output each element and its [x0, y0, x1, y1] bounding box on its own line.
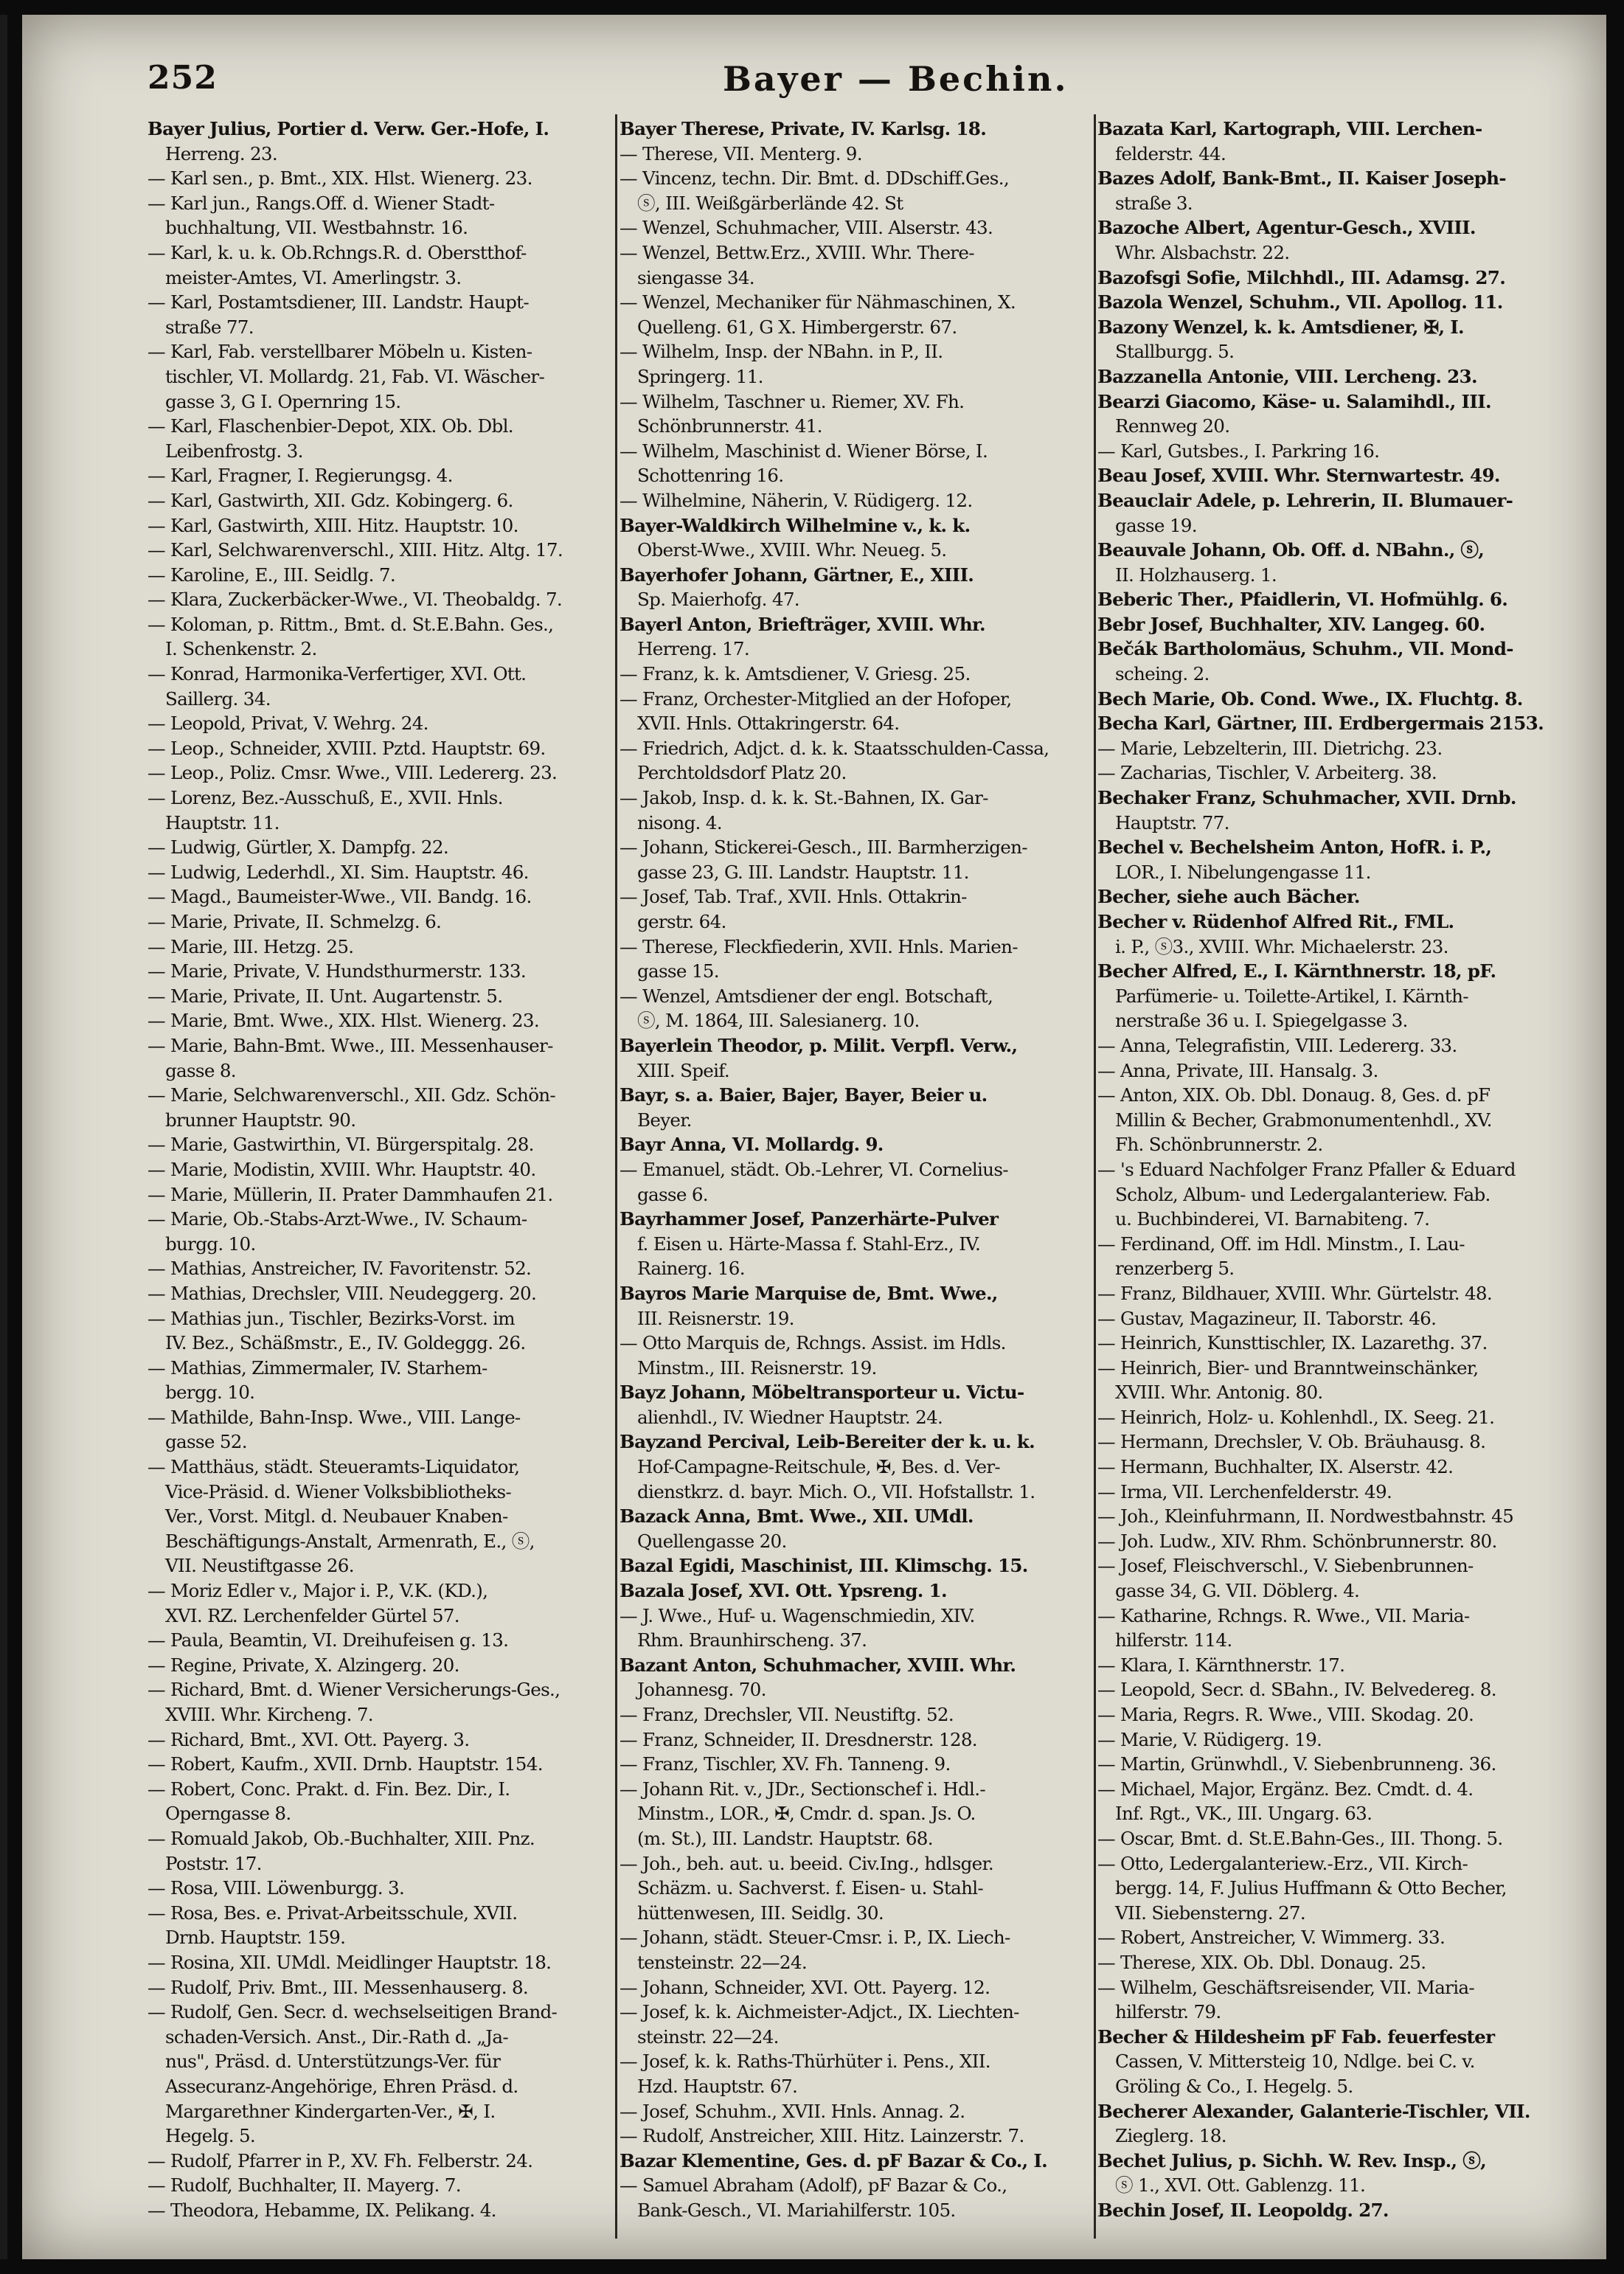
directory-entry-line: — Robert, Kaufm., XVII. Drnb. Hauptstr. 154. [148, 1753, 543, 1775]
directory-entry-line: — Rudolf, Anstreicher, XIII. Hitz. Lainzerstr. 7. [620, 2125, 1024, 2147]
directory-entry-line: bergg. 14, F. Julius Huffmann & Otto Becher, [1115, 1877, 1507, 1899]
directory-entry-line: Beyer. [637, 1109, 692, 1131]
directory-entry-line: Bechet Julius, p. Sichh. W. Rev. Insp., ⓢ, [1097, 2149, 1487, 2171]
directory-entry-line: renzerberg 5. [1115, 1258, 1235, 1280]
directory-entry-line: Bazala Josef, XVI. Ott. Ypsreng. 1. [620, 1580, 947, 1602]
directory-entry-line: — Joh., beh. aut. u. beeid. Civ.Ing., hdlsger. [620, 1852, 993, 1874]
directory-entry-line: hilferstr. 114. [1115, 1629, 1232, 1651]
directory-entry-line: Perchtoldsdorf Platz 20. [637, 762, 847, 784]
directory-entry-line: Vice-Präsid. d. Wiener Volksbibliotheks- [165, 1480, 511, 1502]
directory-entry-line: Bazant Anton, Schuhmacher, XVIII. Whr. [620, 1654, 1016, 1676]
directory-entry-line: XVI. RZ. Lerchenfelder Gürtel 57. [165, 1604, 459, 1626]
directory-entry-line: hilferstr. 79. [1115, 2001, 1221, 2023]
directory-entry-line: Hauptstr. 11. [165, 811, 280, 833]
directory-entry-line: — 's Eduard Nachfolger Franz Pfaller & Eduard [1097, 1158, 1516, 1180]
directory-entry-line: — Karl, Fab. verstellbarer Möbeln u. Kisten- [148, 341, 532, 363]
directory-entry-line: Quelleng. 61, G X. Himbergerstr. 67. [637, 316, 957, 338]
directory-entry-line: schaden-Versich. Anst., Dir.-Rath d. „Ja- [165, 2025, 508, 2048]
directory-entry-line: Bazes Adolf, Bank-Bmt., II. Kaiser Joseph- [1097, 167, 1506, 190]
directory-entry-line: Poststr. 17. [165, 1852, 262, 1874]
directory-entry-line: — Moriz Edler v., Major i. P., V.K. (KD.), [148, 1580, 488, 1602]
directory-entry-line: Bayr Anna, VI. Mollardg. 9. [620, 1134, 884, 1156]
directory-entry-line: — Josef, Tab. Traf., XVII. Hnls. Ottakrin- [620, 886, 967, 908]
directory-entry-line: — Samuel Abraham (Adolf), pF Bazar & Co., [620, 2174, 1007, 2197]
directory-entry-line: — Rudolf, Pfarrer in P., XV. Fh. Felberstr. 24. [148, 2149, 533, 2171]
directory-entry-line: Bazofsgi Sofie, Milchhdl., III. Adamsg. 27. [1097, 266, 1506, 288]
directory-entry-line: — Anna, Telegrafistin, VIII. Ledererg. 33. [1097, 1034, 1457, 1056]
directory-entry-line: — Rosa, Bes. e. Privat-Arbeitsschule, XVII. [148, 1902, 518, 1924]
directory-entry-line: — Marie, Private, V. Hundsthurmerstr. 133. [148, 960, 526, 982]
directory-entry-line: straße 3. [1115, 192, 1193, 214]
directory-entry-line: siengasse 34. [637, 266, 754, 288]
directory-entry-line: — Marie, Ob.-Stabs-Arzt-Wwe., IV. Schaum- [148, 1208, 527, 1230]
directory-entry-line: — Franz, Tischler, XV. Fh. Tanneng. 9. [620, 1753, 951, 1775]
directory-entry-line: — Franz, Drechsler, VII. Neustiftg. 52. [620, 1704, 954, 1725]
directory-column-2 [620, 117, 1092, 2233]
directory-entry-line: Beauvale Johann, Ob. Off. d. NBahn., ⓢ, [1097, 539, 1485, 561]
directory-entry-line: — Romuald Jakob, Ob.-Buchhalter, XIII. Pnz. [148, 1827, 535, 1849]
directory-entry-line: — Richard, Bmt. d. Wiener Versicherungs-Ges., [148, 1679, 561, 1701]
directory-entry-line: — Rudolf, Buchhalter, II. Mayerg. 7. [148, 2174, 461, 2197]
directory-entry-line: VII. Siebensterng. 27. [1115, 1902, 1305, 1924]
directory-entry-line: — Regine, Private, X. Alzingerg. 20. [148, 1654, 459, 1676]
directory-entry-line: Minstm., LOR., ✠, Cmdr. d. span. Js. O. [637, 1803, 976, 1825]
directory-entry-line: — Magd., Baumeister-Wwe., VII. Bandg. 16. [148, 886, 532, 908]
directory-entry-line: Fh. Schönbrunnerstr. 2. [1115, 1134, 1323, 1156]
directory-entry-line: — Karl, Postamtsdiener, III. Landstr. Haupt- [148, 291, 529, 313]
directory-entry-line: — Klara, Zuckerbäcker-Wwe., VI. Theobaldg. 7. [148, 589, 563, 611]
directory-entry-line: Becher v. Rüdenhof Alfred Rit., FML. [1097, 911, 1454, 932]
directory-entry-line: — Marie, Gastwirthin, VI. Bürgerspitalg. 28. [148, 1134, 534, 1156]
directory-entry-line: XVIII. Whr. Kircheng. 7. [165, 1704, 373, 1725]
directory-entry-line: Scholz, Album- und Ledergalanteriew. Fab. [1115, 1183, 1491, 1205]
directory-entry-line: — Anton, XIX. Ob. Dbl. Donaug. 8, Ges. d. pF [1097, 1084, 1491, 1106]
directory-entry-line: — Josef, k. k. Raths-Thürhüter i. Pens., XII. [620, 2051, 990, 2073]
directory-entry-line: — Therese, VII. Menterg. 9. [620, 142, 862, 164]
directory-entry-line: Bazzanella Antonie, VIII. Lercheng. 23. [1097, 365, 1477, 387]
directory-entry-line: tischler, VI. Mollardg. 21, Fab. VI. Wäscher- [165, 365, 545, 387]
directory-entry-line: — Karl, k. u. k. Ob.Rchngs.R. d. Oberstthof- [148, 241, 527, 263]
directory-entry-line: — Matthäus, städt. Steueramts-Liquidator, [148, 1456, 520, 1478]
directory-entry-line: — Vincenz, techn. Dir. Bmt. d. DDschiff.Ges., [620, 167, 1009, 190]
directory-entry-line: gasse 8. [165, 1059, 236, 1081]
directory-entry-line: nus", Präsd. d. Unterstützungs-Ver. für [165, 2051, 501, 2073]
directory-entry-line: — Martin, Grünwhdl., V. Siebenbrunneng. 36. [1097, 1753, 1496, 1775]
directory-entry-line: dienstkrz. d. bayr. Mich. O., VII. Hofstallstr. 1. [637, 1480, 1035, 1502]
directory-entry-line: Becha Karl, Gärtner, III. Erdbergermais 2153. [1097, 713, 1544, 735]
directory-entry-line: — Karl sen., p. Bmt., XIX. Hlst. Wienerg. 23. [148, 167, 532, 190]
directory-entry-line: — Therese, XIX. Ob. Dbl. Donaug. 25. [1097, 1951, 1426, 1973]
directory-entry-line: Whr. Alsbachstr. 22. [1115, 241, 1290, 263]
directory-entry-line: — Theodora, Hebamme, IX. Pelikang. 4. [148, 2199, 496, 2221]
directory-entry-line: — Joh., Kleinfuhrmann, II. Nordwestbahnstr. 45 [1097, 1505, 1514, 1528]
directory-entry-line: Beau Josef, XVIII. Whr. Sternwartestr. 49. [1097, 465, 1500, 487]
directory-entry-line: — Wilhelmine, Näherin, V. Rüdigerg. 12. [620, 489, 973, 511]
directory-entry-line: — Heinrich, Bier- und Branntweinschänker, [1097, 1356, 1479, 1379]
directory-entry-line: Bazack Anna, Bmt. Wwe., XII. UMdl. [620, 1505, 974, 1528]
directory-entry-line: — Anna, Private, III. Hansalg. 3. [1097, 1059, 1378, 1081]
directory-entry-line: Ver., Vorst. Mitgl. d. Neubauer Knaben- [165, 1505, 508, 1528]
directory-entry-line: straße 77. [165, 316, 254, 338]
directory-entry-line: — Marie, Modistin, XVIII. Whr. Hauptstr. 40. [148, 1158, 536, 1180]
directory-entry-line: — Karl, Gastwirth, XII. Gdz. Kobingerg. 6. [148, 489, 513, 511]
directory-entry-line: XIII. Speif. [637, 1059, 729, 1081]
directory-entry-line: — Paula, Beamtin, VI. Dreihufeisen g. 13. [148, 1629, 509, 1651]
directory-entry-line: — Therese, Fleckfiederin, XVII. Hnls. Marien- [620, 935, 1018, 957]
directory-entry-line: hüttenwesen, III. Seidlg. 30. [637, 1902, 884, 1924]
directory-entry-line: Oberst-Wwe., XVIII. Whr. Neueg. 5. [637, 539, 947, 561]
directory-entry-line: burgg. 10. [165, 1233, 256, 1255]
directory-entry-line: nisong. 4. [637, 811, 722, 833]
directory-entry-line: Cassen, V. Mittersteig 10, Ndlge. bei C. v. [1115, 2051, 1475, 2073]
directory-entry-line: XVIII. Whr. Antonig. 80. [1115, 1382, 1323, 1404]
directory-entry-line: — Franz, Orchester-Mitglied an der Hofoper, [620, 687, 1012, 710]
directory-entry-line: gasse 34, G. VII. Döblerg. 4. [1115, 1580, 1360, 1602]
directory-entry-line: u. Buchbinderei, VI. Barnabiteng. 7. [1115, 1208, 1430, 1230]
directory-entry-line: — Josef, Fleischverschl., V. Siebenbrunnen- [1097, 1555, 1474, 1577]
directory-entry-line: — Jakob, Insp. d. k. k. St.-Bahnen, IX. Gar- [620, 787, 988, 809]
directory-entry-line: — Rosa, VIII. Löwenburgg. 3. [148, 1877, 405, 1899]
directory-entry-line: — Lorenz, Bez.-Ausschuß, E., XVII. Hnls. [148, 787, 503, 809]
directory-entry-line: — J. Wwe., Huf- u. Wagenschmiedin, XIV. [620, 1604, 975, 1626]
directory-entry-line: — Karl, Gutsbes., I. Parkring 16. [1097, 440, 1380, 462]
directory-entry-line: — Rosina, XII. UMdl. Meidlinger Hauptstr. 18. [148, 1951, 552, 1973]
directory-entry-line: — Klara, I. Kärnthnerstr. 17. [1097, 1654, 1345, 1676]
directory-entry-line: — Ludwig, Gürtler, X. Dampfg. 22. [148, 836, 448, 859]
directory-entry-line: Herreng. 17. [637, 638, 749, 660]
directory-entry-line: — Josef, k. k. Aichmeister-Adjct., IX. Liechten- [620, 2001, 1019, 2023]
directory-entry-line: Becher Alfred, E., I. Kärnthnerstr. 18, pF. [1097, 960, 1496, 982]
directory-entry-line: brunner Hauptstr. 90. [165, 1109, 356, 1131]
directory-entry-line: Bazar Klementine, Ges. d. pF Bazar & Co., I. [620, 2149, 1047, 2171]
directory-entry-line: Assecuranz-Angehörige, Ehren Präsd. d. [165, 2075, 518, 2097]
directory-entry-line: ⓢ 1., XVI. Ott. Gablenzg. 11. [1115, 2174, 1366, 2197]
directory-entry-line: Parfümerie- u. Toilette-Artikel, I. Kärnth- [1115, 985, 1468, 1007]
directory-entry-line: Bečák Bartholomäus, Schuhm., VII. Mond- [1097, 638, 1513, 660]
directory-entry-line: Beberic Ther., Pfaidlerin, VI. Hofmühlg. 6. [1097, 589, 1508, 611]
directory-entry-line: Springerg. 11. [637, 365, 763, 387]
directory-entry-line: — Marie, Selchwarenverschl., XII. Gdz. Schön- [148, 1084, 556, 1106]
running-head: Bayer — Bechin. [723, 59, 1069, 99]
directory-entry-line: — Karl, Selchwarenverschl., XIII. Hitz. Altg. 17. [148, 539, 563, 561]
directory-entry-line: Beauclair Adele, p. Lehrerin, II. Blumauer- [1097, 489, 1513, 511]
directory-entry-line: Schottenring 16. [637, 465, 784, 487]
directory-entry-line: Becher & Hildesheim pF Fab. feuerfester [1097, 2025, 1495, 2048]
directory-entry-line: Bayr, s. a. Baier, Bajer, Bayer, Beier u. [620, 1084, 988, 1106]
directory-entry-line: buchhaltung, VII. Westbahnstr. 16. [165, 217, 468, 239]
directory-entry-line: — Robert, Conc. Prakt. d. Fin. Bez. Dir., I. [148, 1778, 510, 1800]
directory-entry-line: gasse 15. [637, 960, 719, 982]
directory-entry-line: — Katharine, Rchngs. R. Wwe., VII. Maria- [1097, 1604, 1470, 1626]
directory-entry-line: Bayerlein Theodor, p. Milit. Verpfl. Verw., [620, 1034, 1018, 1056]
directory-entry-line: Rhm. Braunhirscheng. 37. [637, 1629, 867, 1651]
directory-entry-line: VII. Neustiftgasse 26. [165, 1555, 354, 1577]
directory-entry-line: — Mathias jun., Tischler, Bezirks-Vorst. im [148, 1307, 515, 1329]
directory-entry-line: — Franz, k. k. Amtsdiener, V. Griesg. 25. [620, 663, 971, 685]
directory-entry-line: — Johann, Stickerei-Gesch., III. Barmherzigen- [620, 836, 1027, 859]
directory-entry-line: Becherer Alexander, Galanterie-Tischler, VII. [1097, 2100, 1530, 2122]
directory-entry-line: Bayer Therese, Private, IV. Karlsg. 18. [620, 118, 987, 139]
page-number: 252 [148, 59, 218, 97]
directory-entry-line: Bechin Josef, II. Leopoldg. 27. [1097, 2199, 1389, 2221]
directory-entry-line: Hzd. Hauptstr. 67. [637, 2075, 798, 2097]
directory-entry-line: — Michael, Major, Ergänz. Bez. Cmdt. d. 4. [1097, 1778, 1474, 1800]
directory-entry-line: Bank-Gesch., VI. Mariahilferstr. 105. [637, 2199, 956, 2221]
directory-entry-line: I. Schenkenstr. 2. [165, 638, 317, 660]
directory-entry-line: gasse 6. [637, 1183, 708, 1205]
directory-entry-line: Herreng. 23. [165, 142, 277, 164]
directory-entry-line: (m. St.), III. Landstr. Hauptstr. 68. [637, 1827, 933, 1849]
directory-entry-line: II. Holzhauserg. 1. [1115, 564, 1277, 586]
directory-entry-line: — Ludwig, Lederhdl., XI. Sim. Hauptstr. 46. [148, 861, 529, 883]
directory-entry-line: — Marie, Bmt. Wwe., XIX. Hlst. Wienerg. 23. [148, 1010, 539, 1032]
directory-entry-line: Schönbrunnerstr. 41. [637, 415, 822, 437]
directory-entry-line: alienhdl., IV. Wiedner Hauptstr. 24. [637, 1406, 943, 1428]
directory-entry-line: Quellengasse 20. [637, 1530, 787, 1552]
directory-entry-line: — Maria, Regrs. R. Wwe., VIII. Skodag. 20. [1097, 1704, 1474, 1725]
directory-entry-line: Bazoche Albert, Agentur-Gesch., XVIII. [1097, 217, 1476, 239]
directory-entry-line: Beschäftigungs-Anstalt, Armenrath, E., ⓢ, [165, 1530, 535, 1552]
page-left-edge [0, 15, 7, 2259]
directory-entry-line: Stallburgg. 5. [1115, 341, 1235, 363]
directory-entry-line: Millin & Becher, Grabmonumentenhdl., XV. [1115, 1109, 1492, 1131]
directory-entry-line: — Leop., Poliz. Cmsr. Wwe., VIII. Ledererg. 23. [148, 762, 558, 784]
directory-entry-line: Bayrhammer Josef, Panzerhärte-Pulver [620, 1208, 999, 1230]
directory-entry-line: Sp. Maierhofg. 47. [637, 589, 799, 611]
directory-entry-line: Operngasse 8. [165, 1803, 291, 1825]
directory-entry-line: — Leopold, Privat, V. Wehrg. 24. [148, 713, 428, 735]
directory-entry-line: — Mathias, Drechsler, VIII. Neudeggerg. 20. [148, 1282, 537, 1304]
directory-entry-line: Rennweg 20. [1115, 415, 1230, 437]
directory-entry-line: Zieglerg. 18. [1115, 2125, 1226, 2147]
directory-entry-line: gasse 23, G. III. Landstr. Hauptstr. 11. [637, 861, 969, 883]
directory-entry-line: — Rudolf, Priv. Bmt., III. Messenhauserg. 8. [148, 1976, 529, 1998]
directory-entry-line: — Mathias, Zimmermaler, IV. Starhem- [148, 1356, 487, 1379]
page-header [148, 59, 1623, 105]
directory-entry-line: Hof-Campagne-Reitschule, ✠, Bes. d. Ver- [637, 1456, 1001, 1478]
directory-entry-line: — Oscar, Bmt. d. St.E.Bahn-Ges., III. Thong. 5. [1097, 1827, 1503, 1849]
directory-entry-line: Bazony Wenzel, k. k. Amtsdiener, ✠, I. [1097, 316, 1464, 338]
directory-entry-line: — Leop., Schneider, XVIII. Pztd. Hauptstr. 69. [148, 737, 546, 759]
directory-entry-line: scheing. 2. [1115, 663, 1210, 685]
directory-entry-line: — Karl, Flaschenbier-Depot, XIX. Ob. Dbl. [148, 415, 513, 437]
directory-entry-line: Bayz Johann, Möbeltransporteur u. Victu- [620, 1382, 1024, 1404]
directory-entry-line: — Otto, Ledergalanteriew.-Erz., VII. Kirch- [1097, 1852, 1468, 1874]
directory-entry-line: — Wenzel, Bettw.Erz., XVIII. Whr. There- [620, 241, 974, 263]
directory-entry-line: Bayerl Anton, Briefträger, XVIII. Whr. [620, 613, 985, 635]
directory-entry-line: — Irma, VII. Lerchenfelderstr. 49. [1097, 1480, 1392, 1502]
directory-entry-line: steinstr. 22—24. [637, 2025, 779, 2048]
directory-entry-line: gerstr. 64. [637, 911, 726, 932]
directory-entry-line: Bayzand Percival, Leib-Bereiter der k. u. k. [620, 1431, 1035, 1453]
directory-entry-line: — Mathias, Anstreicher, IV. Favoritenstr. 52. [148, 1258, 532, 1280]
directory-entry-line: bergg. 10. [165, 1382, 255, 1404]
directory-entry-line: — Wenzel, Mechaniker für Nähmaschinen, X. [620, 291, 1016, 313]
directory-entry-line: — Leopold, Secr. d. SBahn., IV. Belvedereg. 8. [1097, 1679, 1496, 1701]
directory-entry-line: — Hermann, Drechsler, V. Ob. Bräuhausg. 8. [1097, 1431, 1486, 1453]
directory-entry-line: XVII. Hnls. Ottakringerstr. 64. [637, 713, 900, 735]
directory-entry-line: LOR., I. Nibelungengasse 11. [1115, 861, 1371, 883]
directory-entry-line: i. P., ⓢ3., XVIII. Whr. Michaelerstr. 23. [1115, 935, 1448, 957]
directory-entry-line: — Marie, Private, II. Schmelzg. 6. [148, 911, 442, 932]
directory-entry-line: meister-Amtes, VI. Amerlingstr. 3. [165, 266, 462, 288]
directory-entry-line: ⓢ, M. 1864, III. Salesianerg. 10. [637, 1010, 920, 1032]
directory-entry-line: — Marie, Bahn-Bmt. Wwe., III. Messenhauser- [148, 1034, 553, 1056]
directory-entry-line: nerstraße 36 u. I. Spiegelgasse 3. [1115, 1010, 1408, 1032]
directory-entry-line: — Wilhelm, Taschner u. Riemer, XV. Fh. [620, 390, 965, 412]
directory-entry-line: — Franz, Schneider, II. Dresdnerstr. 128. [620, 1728, 977, 1750]
directory-entry-line: — Wilhelm, Maschinist d. Wiener Börse, I. [620, 440, 988, 462]
directory-entry-line: Gröling & Co., I. Hegelg. 5. [1115, 2075, 1353, 2097]
directory-entry-line: — Karl, Gastwirth, XIII. Hitz. Hauptstr. 10. [148, 514, 518, 536]
directory-entry-line: — Emanuel, städt. Ob.-Lehrer, VI. Cornelius- [620, 1158, 1008, 1180]
directory-entry-line: Inf. Rgt., VK., III. Ungarg. 63. [1115, 1803, 1373, 1825]
directory-entry-line: Bebr Josef, Buchhalter, XIV. Langeg. 60. [1097, 613, 1485, 635]
directory-column-3 [1097, 117, 1599, 2233]
directory-entry-line: — Wenzel, Schuhmacher, VIII. Alserstr. 43. [620, 217, 993, 239]
directory-entry-line: Bechel v. Bechelsheim Anton, HofR. i. P., [1097, 836, 1492, 859]
directory-entry-line: Leibenfrostg. 3. [165, 440, 303, 462]
directory-entry-line: Hauptstr. 77. [1115, 811, 1229, 833]
directory-entry-line: — Konrad, Harmonika-Verfertiger, XVI. Ott. [148, 663, 527, 685]
directory-entry-line: — Wenzel, Amtsdiener der engl. Botschaft, [620, 985, 993, 1007]
directory-entry-line: — Rudolf, Gen. Secr. d. wechselseitigen Brand- [148, 2001, 558, 2023]
directory-entry-line: felderstr. 44. [1115, 142, 1226, 164]
directory-entry-line: — Richard, Bmt., XVI. Ott. Payerg. 3. [148, 1728, 470, 1750]
directory-entry-line: Bazal Egidi, Maschinist, III. Klimschg. 15. [620, 1555, 1028, 1577]
directory-entry-line: — Karl jun., Rangs.Off. d. Wiener Stadt- [148, 192, 495, 214]
directory-entry-line: III. Reisnerstr. 19. [637, 1307, 794, 1329]
directory-entry-line: — Karoline, E., III. Seidlg. 7. [148, 564, 395, 586]
directory-entry-line: Bayer-Waldkirch Wilhelmine v., k. k. [620, 514, 971, 536]
directory-entry-line: — Johann, Schneider, XVI. Ott. Payerg. 12. [620, 1976, 990, 1998]
directory-entry-line: gasse 3, G I. Opernring 15. [165, 390, 401, 412]
directory-entry-line: Margarethner Kindergarten-Ver., ✠, I. [165, 2100, 496, 2122]
directory-entry-line: Rainerg. 16. [637, 1258, 745, 1280]
directory-entry-line: Hegelg. 5. [165, 2125, 256, 2147]
directory-entry-line: — Otto Marquis de, Rchngs. Assist. im Hdls. [620, 1332, 1006, 1354]
directory-entry-line: — Ferdinand, Off. im Hdl. Minstm., I. Lau- [1097, 1233, 1465, 1255]
directory-entry-line: IV. Bez., Schäßmstr., E., IV. Goldeggg. 26. [165, 1332, 526, 1354]
directory-entry-line: Bechaker Franz, Schuhmacher, XVII. Drnb. [1097, 787, 1516, 809]
directory-entry-line: gasse 52. [165, 1431, 247, 1453]
directory-entry-line: — Marie, Müllerin, II. Prater Dammhaufen 21. [148, 1183, 553, 1205]
directory-entry-line: — Marie, Private, II. Unt. Augartenstr. 5. [148, 985, 503, 1007]
directory-entry-line: ⓢ, III. Weißgärberlände 42. St [637, 192, 903, 214]
directory-entry-line: — Marie, III. Hetzg. 25. [148, 935, 354, 957]
directory-entry-line: — Johann Rit. v., JDr., Sectionschef i. Hdl.- [620, 1778, 985, 1800]
directory-entry-line: — Wilhelm, Geschäftsreisender, VII. Maria- [1097, 1976, 1474, 1998]
directory-entry-line: Drnb. Hauptstr. 159. [165, 1927, 346, 1949]
directory-entry-line: — Heinrich, Kunsttischler, IX. Lazarethg. 37. [1097, 1332, 1488, 1354]
column-rule [1094, 114, 1096, 2239]
directory-entry-line: — Karl, Fragner, I. Regierungsg. 4. [148, 465, 453, 487]
directory-entry-line: Bayer Julius, Portier d. Verw. Ger.-Hofe, I. [148, 118, 549, 139]
directory-entry-line: — Wilhelm, Insp. der NBahn. in P., II. [620, 341, 943, 363]
directory-entry-line: Bearzi Giacomo, Käse- u. Salamihdl., III. [1097, 390, 1491, 412]
directory-entry-line: Bazola Wenzel, Schuhm., VII. Apollog. 11. [1097, 291, 1503, 313]
directory-entry-line: — Johann, städt. Steuer-Cmsr. i. P., IX. Liech- [620, 1927, 1010, 1949]
directory-entry-line: — Franz, Bildhauer, XVIII. Whr. Gürtelstr. 48. [1097, 1282, 1492, 1304]
directory-entry-line: — Heinrich, Holz- u. Kohlenhdl., IX. Seeg. 21. [1097, 1406, 1495, 1428]
directory-entry-line: — Joh. Ludw., XIV. Rhm. Schönbrunnerstr. 80. [1097, 1530, 1497, 1552]
column-rule [615, 114, 617, 2239]
directory-entry-line: f. Eisen u. Härte-Massa f. Stahl-Erz., IV. [637, 1233, 981, 1255]
directory-entry-line: Saillerg. 34. [165, 687, 271, 710]
directory-entry-line: — Mathilde, Bahn-Insp. Wwe., VIII. Lange- [148, 1406, 521, 1428]
directory-entry-line: — Josef, Schuhm., XVII. Hnls. Annag. 2. [620, 2100, 965, 2122]
directory-entry-line: — Robert, Anstreicher, V. Wimmerg. 33. [1097, 1927, 1446, 1949]
directory-entry-line: — Marie, Lebzelterin, III. Dietrichg. 23. [1097, 737, 1443, 759]
directory-column-1 [148, 117, 614, 2233]
directory-entry-line: Minstm., III. Reisnerstr. 19. [637, 1356, 877, 1379]
directory-entry-line: — Koloman, p. Rittm., Bmt. d. St.E.Bahn. Ges., [148, 613, 554, 635]
directory-entry-line: — Hermann, Buchhalter, IX. Alserstr. 42. [1097, 1456, 1454, 1478]
directory-entry-line: tensteinstr. 22—24. [637, 1951, 807, 1973]
directory-entry-line: Becher, siehe auch Bächer. [1097, 886, 1360, 908]
directory-entry-line: — Zacharias, Tischler, V. Arbeiterg. 38. [1097, 762, 1437, 784]
directory-entry-line: Bazata Karl, Kartograph, VIII. Lerchen- [1097, 118, 1482, 139]
directory-entry-line: — Marie, V. Rüdigerg. 19. [1097, 1728, 1322, 1750]
directory-entry-line: — Friedrich, Adjct. d. k. k. Staatsschulden-Cassa, [620, 737, 1049, 759]
directory-entry-line: Bech Marie, Ob. Cond. Wwe., IX. Fluchtg. 8. [1097, 687, 1523, 710]
directory-entry-line: Bayerhofer Johann, Gärtner, E., XIII. [620, 564, 974, 586]
directory-entry-line: Johannesg. 70. [637, 1679, 766, 1701]
directory-entry-line: Schäzm. u. Sachverst. f. Eisen- u. Stahl- [637, 1877, 983, 1899]
directory-entry-line: — Gustav, Magazineur, II. Taborstr. 46. [1097, 1307, 1437, 1329]
directory-entry-line: Bayros Marie Marquise de, Bmt. Wwe., [620, 1282, 998, 1304]
directory-entry-line: gasse 19. [1115, 514, 1197, 536]
